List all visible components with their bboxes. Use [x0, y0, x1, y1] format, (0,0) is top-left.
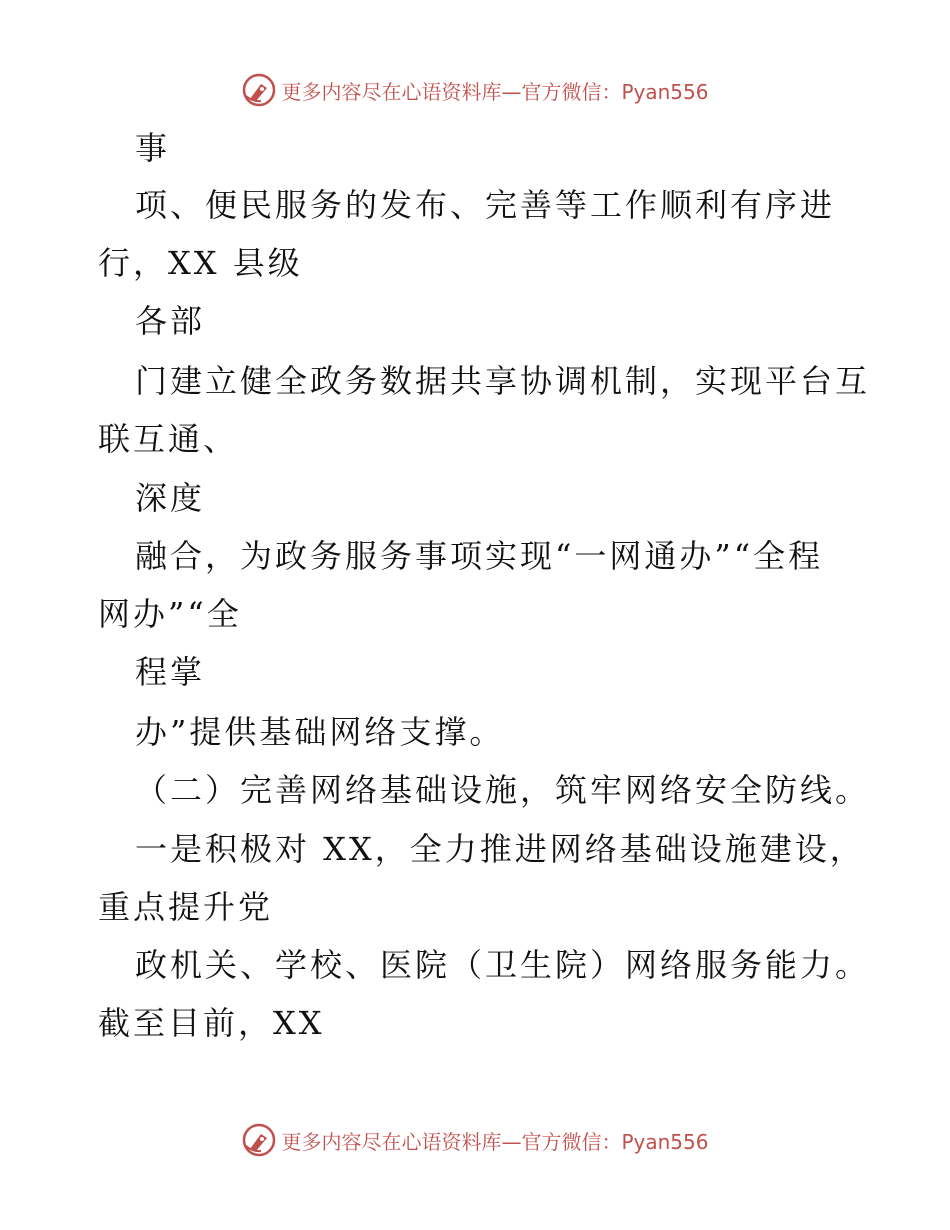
text-line: 事 [135, 129, 171, 167]
text-line: 行，XX 县级 [98, 244, 303, 282]
text-line: （二）完善网络基础设施，筑牢网络安全防线。 [135, 771, 871, 809]
text-line: 项、便民服务的发布、完善等工作顺利有序进 [135, 186, 836, 224]
text-line: 重点提升党 [98, 888, 274, 926]
text-line: 一是积极对 XX，全力推进网络基础设施建设， [135, 830, 865, 868]
text-line: 融合，为政务服务事项实现“一网通办”“全程 [135, 537, 824, 575]
pen-nib-logo-icon [241, 1122, 277, 1158]
text-line: 网办”“全 [98, 595, 242, 633]
footer-banner [0, 1122, 950, 1158]
text-line: 联互通、 [98, 420, 239, 458]
text-line: 截至目前，XX [98, 1004, 325, 1042]
text-line: 门建立健全政务数据共享协调机制，实现平台互 [135, 362, 871, 400]
text-line: 深度 [135, 479, 206, 517]
banner-text: 更多内容尽在心语资料库—官方微信：Pyan556 [281, 1129, 709, 1154]
banner-text: 更多内容尽在心语资料库—官方微信：Pyan556 [281, 79, 709, 104]
text-line: 办”提供基础网络支撑。 [135, 713, 505, 751]
text-line: 各部 [135, 302, 206, 340]
text-line: 程掌 [135, 653, 206, 691]
text-line: 政机关、学校、医院（卫生院）网络服务能力。 [135, 946, 871, 984]
